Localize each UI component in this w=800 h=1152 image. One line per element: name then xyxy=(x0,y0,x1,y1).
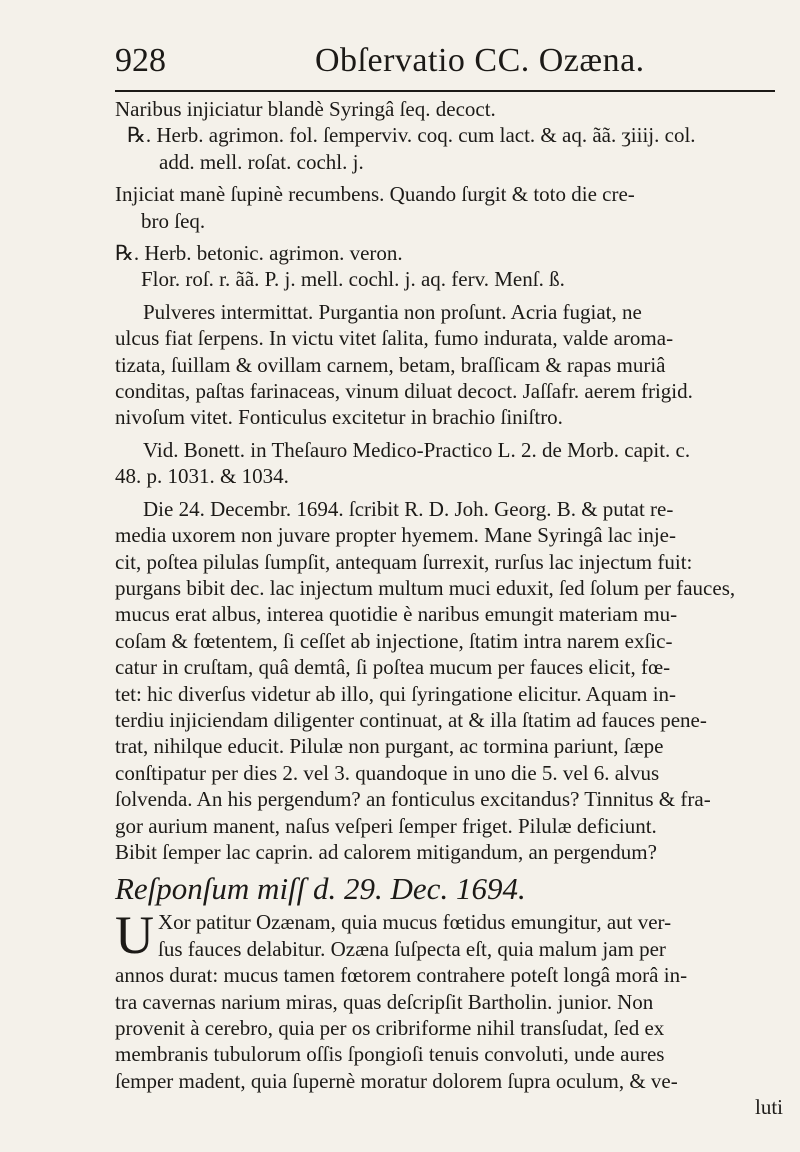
text-line: tet: hic diverſus videtur ab illo, qui ſyringatione elicitur. Aquam in- xyxy=(115,681,677,706)
text-line: cit, poſtea pilulas ſumpſit, antequam ſurrexit, rurſus lac injectum fuit: xyxy=(115,549,693,574)
text-line: ſolvenda. An his pergendum? an fonticulus excitandus? Tinnitus & fra- xyxy=(115,787,711,812)
page-number: 928 xyxy=(115,42,166,79)
text-line: purgans bibit dec. lac injectum multum muci eduxit, ſed ſolum per fauces, xyxy=(115,575,736,600)
text-line: trat, nihilque educit. Pilulæ non purgant, ac tormina pariunt, ſæpe xyxy=(115,734,664,759)
text-line: terdiu injiciendam diligenter continuat, at & illa ſtatim ad fauces pene- xyxy=(115,707,707,732)
reference-line: Vid. Bonett. in Theſauro Medico-Practico L. 2. de Morb. capit. c. xyxy=(143,437,691,462)
text-line: ulcus fiat ſerpens. In victu vitet ſalita, fumo indurata, valde aroma- xyxy=(115,326,674,351)
text-line: nivoſum vitet. Fonticulus excitetur in brachio ſiniſtro. xyxy=(115,405,563,430)
text-line: catur in cruſtam, quâ demtâ, ſi poſtea mucum per fauces elicit, fœ- xyxy=(115,655,671,680)
text-line: ſus fauces delabitur. Ozæna ſuſpecta eſt, quia malum jam per xyxy=(158,936,666,961)
text-line: Pulveres intermittat. Purgantia non proſunt. Acria fugiat, ne xyxy=(143,299,642,324)
text-line: tra cavernas narium miras, quas deſcripſit Bartholin. junior. Non xyxy=(115,989,654,1014)
text-line: media uxorem non juvare propter hyemem. Mane Syringâ lac inje- xyxy=(115,523,676,548)
text-line: conſtipatur per dies 2. vel 3. quandoque in uno die 5. vel 6. alvus xyxy=(115,760,660,785)
reference-line: 48. p. 1031. & 1034. xyxy=(115,464,289,489)
text-line: Bibit ſemper lac caprin. ad calorem mitigandum, an pergendum? xyxy=(115,839,657,864)
text-line: mucus erat albus, interea quotidie è naribus emungit materiam mu- xyxy=(115,602,678,627)
text-line: Injiciat manè ſupinè recumbens. Quando ſurgit & toto die cre- xyxy=(115,182,635,207)
text-line: coſam & fœtentem, ſi ceſſet ab injectione, ſtatim intra narem exſic- xyxy=(115,628,673,653)
text-line: conditas, paſtas farinaceas, vinum diluat decoct. Jaſſafr. aerem frigid. xyxy=(115,379,693,404)
page-body xyxy=(115,96,783,1121)
page-header xyxy=(115,42,775,92)
text-line: Naribus injiciatur blandè Syringâ ſeq. decoct. xyxy=(115,97,496,121)
recipe-line: add. mell. roſat. cochl. j. xyxy=(159,149,364,174)
catchword: luti xyxy=(754,1095,783,1120)
text-line: provenit à cerebro, quia per os cribriforme nihil transſudat, ſed ex xyxy=(115,1016,665,1040)
text-line: Die 24. Decembr. 1694. ſcribit R. D. Joh. Georg. B. & putat re- xyxy=(143,496,674,521)
text-line: gor aurium manent, naſus veſperi ſemper friget. Pilulæ deficiunt. xyxy=(115,813,657,838)
responsum-heading: Reſponſum miſſ d. 29. Dec. 1694. xyxy=(115,871,526,907)
recipe-line: ℞. Herb. betonic. agrimon. veron. xyxy=(115,241,403,266)
recipe-line: ℞. Herb. agrimon. fol. ſemperviv. coq. cum lact. & aq. ãã. ʒiiij. col. xyxy=(127,123,696,148)
text-line: bro ſeq. xyxy=(141,208,206,233)
running-head: Obſervatio CC. Ozæna. xyxy=(315,42,645,79)
text-line: annos durat: mucus tamen fœtorem contrahere poteſt longâ morâ in- xyxy=(115,963,688,988)
recipe-line: Flor. roſ. r. ãã. P. j. mell. cochl. j. aq. ferv. Menſ. ß. xyxy=(141,267,565,292)
text-line: ſemper madent, quia ſupernè moratur dolorem ſupra oculum, & ve- xyxy=(115,1068,678,1093)
text-line: Xor patitur Ozænam, quia mucus fœtidus emungitur, aut ver- xyxy=(158,910,672,935)
drop-cap: U xyxy=(115,905,154,966)
text-line: membranis tubulorum oſſis ſpongioſi tenuis convoluti, unde aures xyxy=(115,1042,665,1067)
text-line: tizata, ſuillam & ovillam carnem, betam, braſſicam & rapas muriâ xyxy=(115,352,666,377)
